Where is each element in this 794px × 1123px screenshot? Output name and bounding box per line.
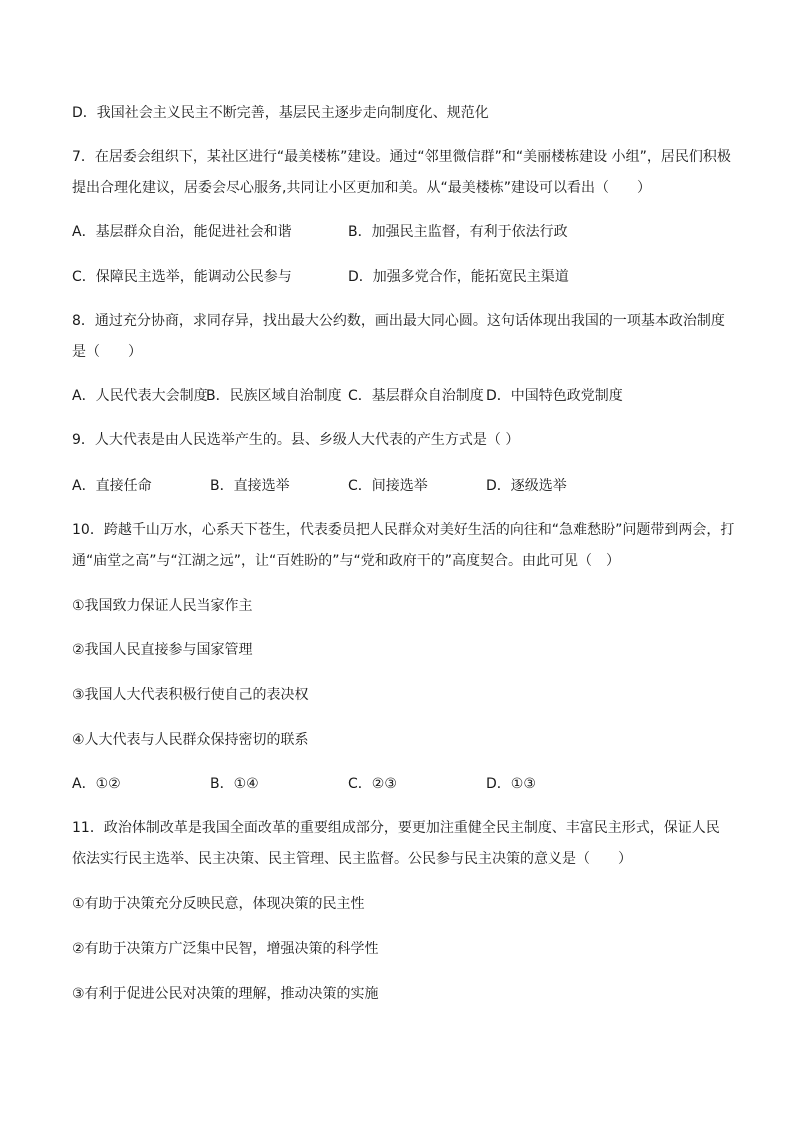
q10-statement-2: ②我国人民直接参与国家管理 xyxy=(72,642,253,658)
q6-option-d: D．我国社会主义民主不断完善，基层民主逐步走向制度化、规范化 xyxy=(72,105,489,121)
q10-statement-3: ③我国人大代表积极行使自己的表决权 xyxy=(72,687,309,703)
q8-option-b: B．民族区域自治制度 xyxy=(206,388,342,404)
q7-option-d: D．加强多党合作，能拓宽民主渠道 xyxy=(348,269,569,285)
q11-statement-2: ②有助于决策方广泛集中民智，增强决策的科学性 xyxy=(72,941,379,957)
q10-option-c: C．②③ xyxy=(348,776,397,792)
q8-option-d: D．中国特色政党制度 xyxy=(486,388,623,404)
q8-option-a: A．人民代表大会制度 xyxy=(72,388,208,404)
q8-option-c: C．基层群众自治制度 xyxy=(348,388,484,404)
q7-option-b: B．加强民主监督，有利于依法行政 xyxy=(348,224,568,240)
q10-option-b: B．①④ xyxy=(210,776,259,792)
q9-option-a: A．直接任命 xyxy=(72,478,152,494)
q11-statement-3: ③有利于促进公民对决策的理解，推动决策的实施 xyxy=(72,986,379,1002)
q7-stem-line-1: 7．在居委会组织下，某社区进行“最美楼栋”建设。通过“邻里微信群”和“美丽楼栋建设 小组”，居民们积极 xyxy=(72,149,731,165)
q9-stem: 9．人大代表是由人民选举产生的。县、乡级人大代表的产生方式是（ ） xyxy=(72,432,520,448)
q10-stem-line-1: 10．跨越千山万水，心系天下苍生，代表委员把人民群众对美好生活的向往和“急难愁盼”问题带到两会，打 xyxy=(72,522,735,538)
q11-stem-line-2: 依法实行民主选举、民主决策、民主管理、民主监督。公民参与民主决策的意义是（ ） xyxy=(72,851,632,867)
q7-option-a: A．基层群众自治，能促进社会和谐 xyxy=(72,224,292,240)
q9-option-c: C．间接选举 xyxy=(348,478,428,494)
q11-stem-line-1: 11．政治体制改革是我国全面改革的重要组成部分，要更加注重健全民主制度、丰富民主形式，保证人民 xyxy=(72,820,720,836)
q9-option-d: D．逐级选举 xyxy=(486,478,567,494)
q9-option-b: B．直接选举 xyxy=(210,478,290,494)
q7-option-c: C．保障民主选举，能调动公民参与 xyxy=(72,269,292,285)
q8-stem-line-1: 8．通过充分协商，求同存异，找出最大公约数，画出最大同心圆。这句话体现出我国的一项基本政治制度 xyxy=(72,313,725,329)
q10-statement-1: ①我国致力保证人民当家作主 xyxy=(72,598,253,614)
q11-statement-1: ①有助于决策充分反映民意，体现决策的民主性 xyxy=(72,896,365,912)
q8-stem-line-2: 是（ ） xyxy=(72,344,142,360)
q10-statement-4: ④人大代表与人民群众保持密切的联系 xyxy=(72,732,309,748)
q10-option-d: D．①③ xyxy=(486,776,536,792)
q10-stem-line-2: 通“庙堂之高”与“江湖之远”，让“百姓盼的”与“党和政府干的”高度契合。由此可见（ ） xyxy=(72,553,621,569)
q10-option-a: A．①② xyxy=(72,776,121,792)
q7-stem-line-2: 提出合理化建议，居委会尽心服务,共同让小区更加和美。从“最美楼栋”建设可以看出（ ） xyxy=(72,180,651,196)
